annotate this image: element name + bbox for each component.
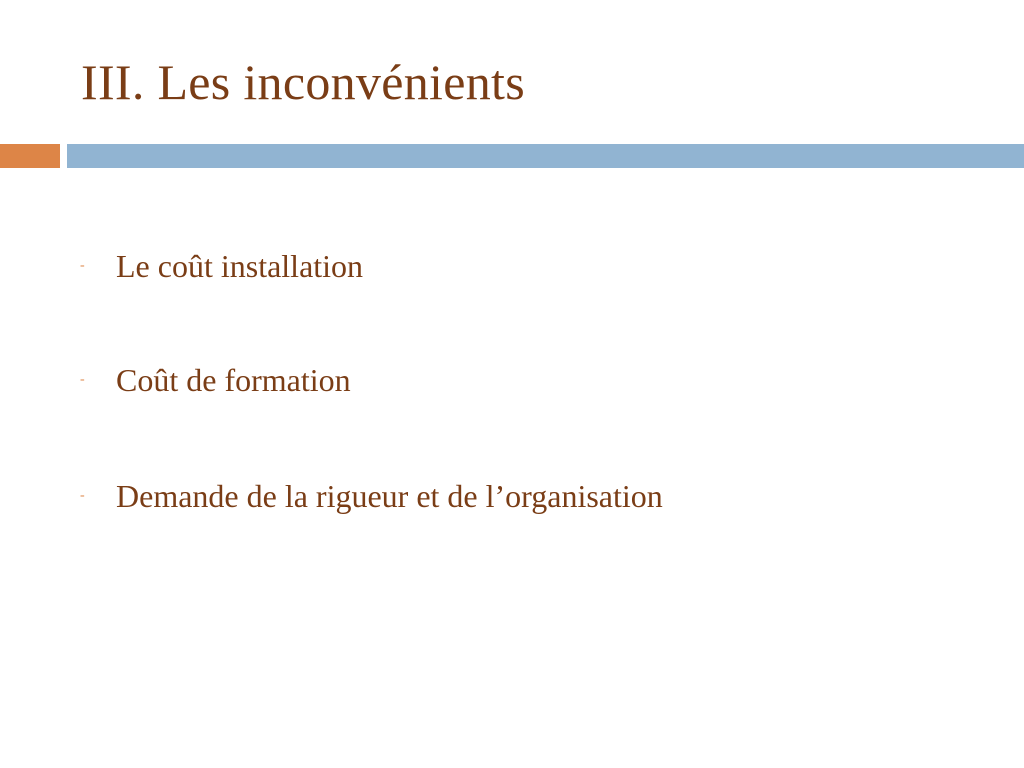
dash-bullet-icon: - [80, 258, 85, 273]
list-item [80, 476, 980, 516]
bullet-text: Le coût installation [116, 248, 364, 284]
slide-title: III. Les inconvénients [81, 54, 525, 110]
dash-bullet-icon: - [80, 488, 85, 503]
title-underline-orange-bar [0, 144, 60, 168]
bullet-text: Coût de formation [116, 362, 351, 398]
list-item [80, 246, 980, 286]
dash-bullet-icon: - [80, 372, 85, 387]
list-item [80, 360, 980, 400]
title-underline-blue-bar [67, 144, 1024, 168]
bullet-text: Demande de la rigueur et de l’organisation [116, 478, 663, 514]
